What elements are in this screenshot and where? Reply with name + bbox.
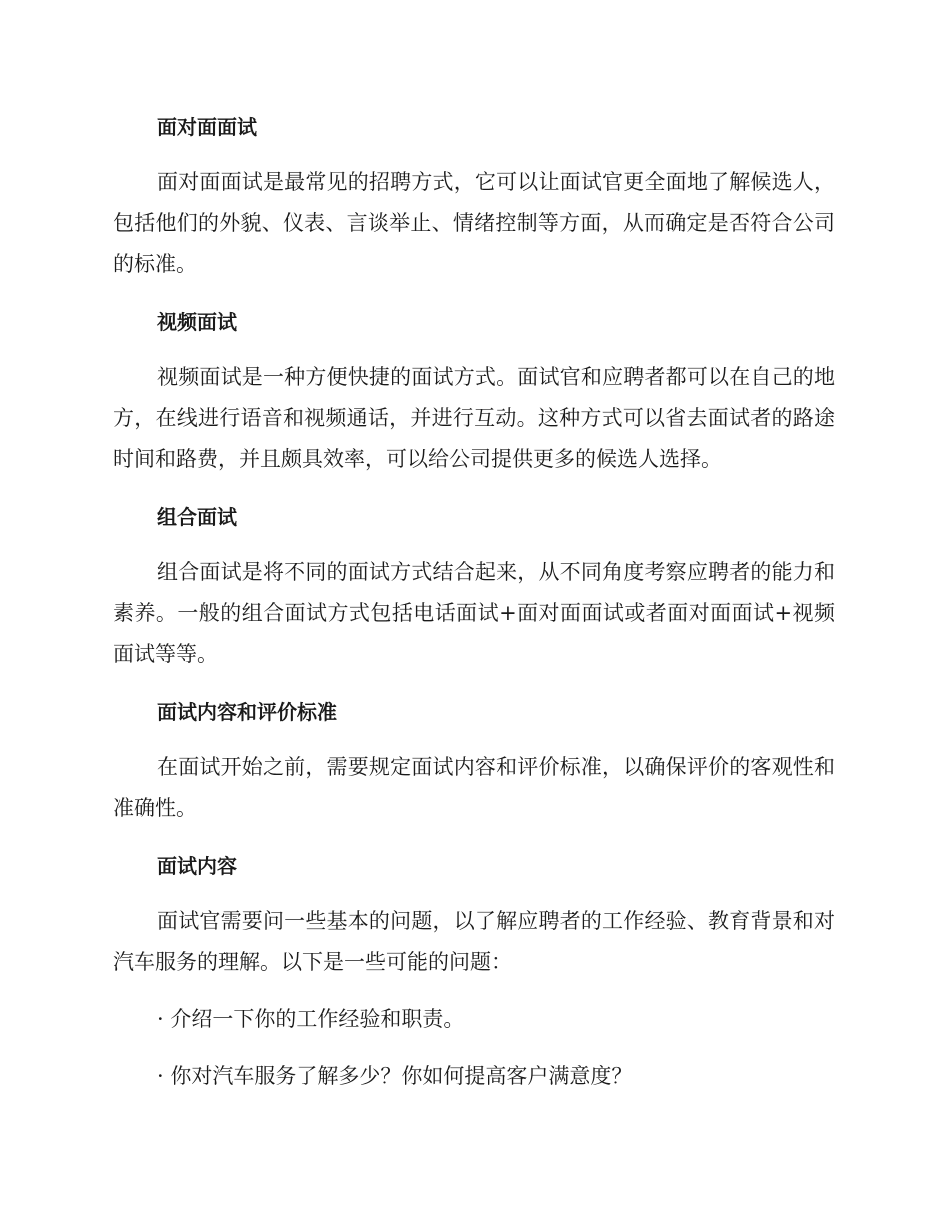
section-heading-face-to-face: 面对面面试 bbox=[157, 115, 257, 139]
section-body-combined: 组合面试是将不同的面试方式结合起来，从不同角度考察应聘者的能力和素养。一般的组合面试方式包括电话面试+面对面面试或者面对面面试+视频面试等等。 bbox=[113, 560, 835, 666]
section-heading-content-criteria: 面试内容和评价标准 bbox=[157, 700, 337, 724]
section-heading-combined: 组合面试 bbox=[157, 505, 237, 529]
document-page bbox=[113, 108, 835, 1097]
section-heading-content: 面试内容 bbox=[157, 854, 237, 878]
section-body-video: 视频面试是一种方便快捷的面试方式。面试官和应聘者都可以在自己的地方，在线进行语音和视频通话，并进行互动。这种方式可以省去面试者的路途时间和路费，并且颇具效率，可以给公司提供更多的候选人选择。 bbox=[113, 365, 835, 471]
bullet-item-car-service: · 你对汽车服务了解多少？你如何提高客户满意度？ bbox=[157, 1064, 633, 1088]
bullet-item-work-experience: · 介绍一下你的工作经验和职责。 bbox=[157, 1007, 465, 1031]
section-body-face-to-face: 面对面面试是最常见的招聘方式，它可以让面试官更全面地了解候选人，包括他们的外貌、仪表、言谈举止、情绪控制等方面，从而确定是否符合公司的标准。 bbox=[113, 170, 835, 276]
section-body-content-criteria: 在面试开始之前，需要规定面试内容和评价标准，以确保评价的客观性和准确性。 bbox=[113, 755, 835, 820]
section-heading-video: 视频面试 bbox=[157, 310, 237, 334]
section-body-content: 面试官需要问一些基本的问题，以了解应聘者的工作经验、教育背景和对汽车服务的理解。以下是一些可能的问题： bbox=[113, 909, 835, 974]
